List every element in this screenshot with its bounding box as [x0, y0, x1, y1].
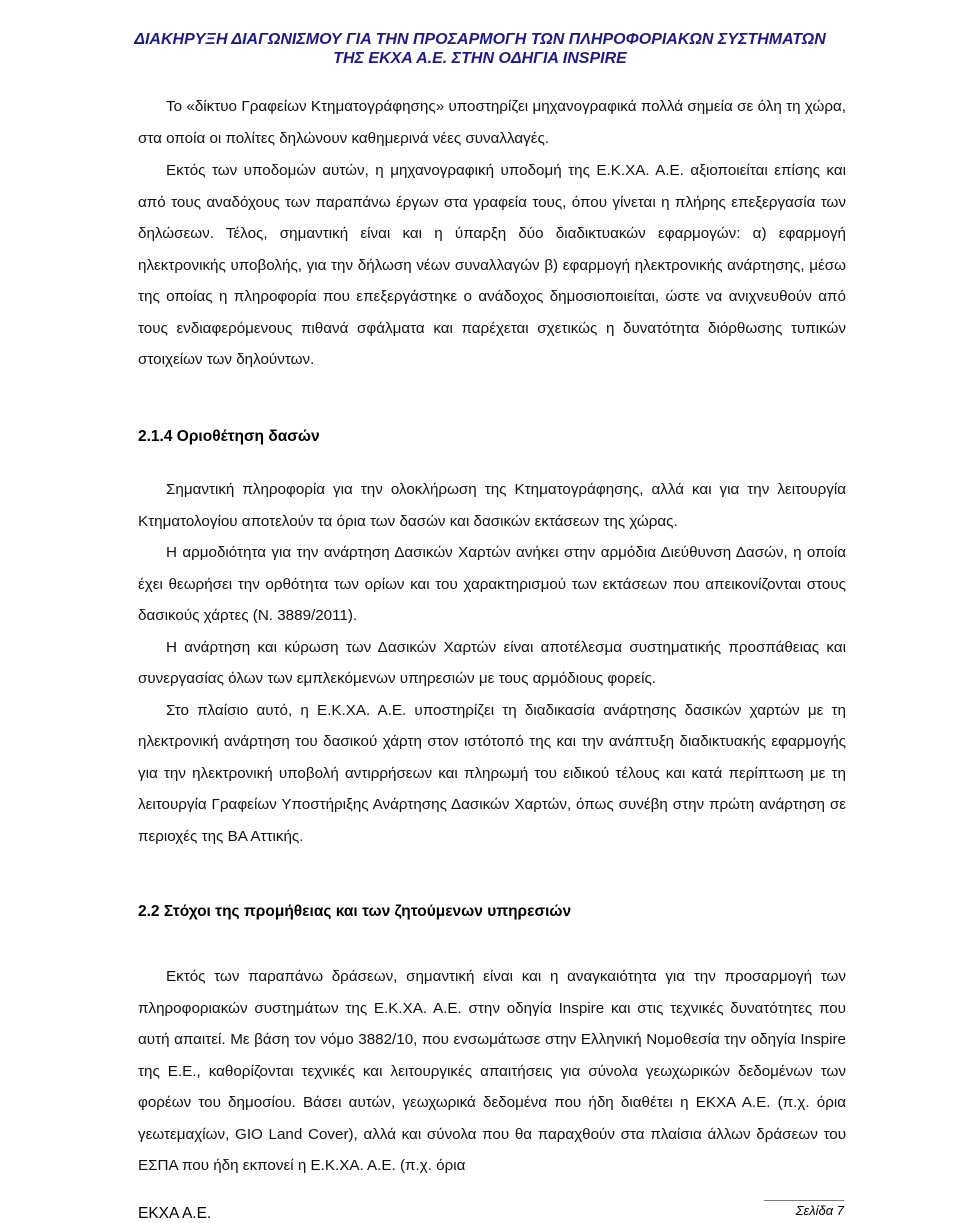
page-number: Σελίδα 7	[795, 1203, 844, 1218]
paragraph-text: Στο πλαίσιο αυτό, η Ε.Κ.ΧΑ. Α.Ε. υποστηρίζει τη διαδικασία ανάρτησης δασικών χαρτών με τη ηλεκτρονική ανάρτηση του δασικού χάρτη στον ιστότοπό της και την ανάπτυξη διαδικτυακής εφαρμογής για την ηλεκτρονική υποβολή αντιρρήσεων και πληρωμή του ειδικού τέλους και κατά περίπτωση με τη λειτουργία Γραφείων Υποστήριξης Ανάρτησης Δασικών Χαρτών, όπως συνέβη στην πρώτη ανάρτηση σε περιοχές της ΒΑ Αττικής.	[138, 701, 846, 845]
section-procurement-goals-body	[138, 961, 846, 1182]
section-heading-procurement-goals: 2.2 Στόχοι της προμήθειας και των ζητούμενων υπηρεσιών	[138, 903, 572, 920]
section-forest-delineation-body	[138, 474, 846, 852]
footer-divider	[764, 1200, 844, 1201]
document-header	[0, 30, 960, 68]
paragraph-text: Εκτός των υποδομών αυτών, η μηχανογραφική υποδομή της Ε.Κ.ΧΑ. Α.Ε. αξιοποιείται επίσης και από τους αναδόχους των παραπάνω έργων στα γραφεία τους, όπου γίνεται η πλήρης επεξεργασία των δηλώσεων. Τέλος, σημαντική είναι και η ύπαρξη δύο διαδικτυακών εφαρμογών: α) εφαρμογή ηλεκτρονικής υποβολής, για την δήλωση νέων συναλλαγών β) εφαρμογή ηλεκτρονικής ανάρτησης, μέσω της οποίας η πληροφορία που επεξεργάστηκε ο ανάδοχος δημοσιοποιείται, ώστε να ανιχνευθούν από τους ενδιαφερόμενους πιθανά σφάλματα και παρέχεται σχετικώς η δυνατότητα διόρθωσης τυπικών στοιχείων των δηλούντων.	[138, 162, 846, 368]
header-line-2: ΤΗΣ ΕΚΧΑ Α.Ε. ΣΤΗΝ ΟΔΗΓΙΑ INSPIRE	[333, 50, 627, 67]
footer-organization: ΕΚΧΑ Α.Ε.	[138, 1205, 212, 1222]
paragraph-network-offices	[138, 91, 846, 154]
paragraph-infrastructure	[138, 155, 846, 376]
section-heading-forest-delineation: 2.1.4 Οριοθέτηση δασών	[138, 428, 320, 445]
paragraph-text: Σημαντική πληροφορία για την ολοκλήρωση της Κτηματογράφησης, αλλά και για την λειτουργία Κτηματολογίου αποτελούν τα όρια των δασών και δασικών εκτάσεων της χώρας.	[138, 481, 846, 530]
paragraph-text: Εκτός των παραπάνω δράσεων, σημαντική είναι και η αναγκαιότητα για την προσαρμογή των πληροφοριακών συστημάτων της Ε.Κ.ΧΑ. Α.Ε. στην οδηγία Inspire και στις τεχνικές δυνατότητες που αυτή απαιτεί. Με βάση τον νόμο 3882/10, που ενσωμάτωσε στην Ελληνική Νομοθεσία την οδηγία Inspire της Ε.Ε., καθορίζονται τεχνικές και λειτουργικές απαιτήσεις για σύνολα γεωχωρικών δεδομένων των φορέων του δημοσίου. Βάσει αυτών, γεωχωρικά δεδομένα που ήδη διαθέτει η ΕΚΧΑ Α.Ε. (π.χ. όρια γεωτεμαχίων, GIO Land Cover), αλλά και σύνολα που θα παραχθούν στα πλαίσια άλλων δράσεων του ΕΣΠΑ που ήδη εκπονεί η Ε.Κ.ΧΑ. Α.Ε. (π.χ. όρια	[138, 968, 846, 1174]
paragraph-text: Η ανάρτηση και κύρωση των Δασικών Χαρτών είναι αποτέλεσμα συστηματικής προσπάθειας και συνεργασίας όλων των εμπλεκόμενων υπηρεσιών με τους αρμόδιους φορείς.	[138, 638, 846, 687]
paragraph-text: Το «δίκτυο Γραφείων Κτηματογράφησης» υποστηρίζει μηχανογραφικά πολλά σημεία σε όλη τη χώρα, στα οποία οι πολίτες δηλώνουν καθημερινά νέες συναλλαγές.	[138, 98, 846, 147]
header-line-1: ΔΙΑΚΗΡΥΞΗ ΔΙΑΓΩΝΙΣΜΟΥ ΓΙΑ ΤΗΝ ΠΡΟΣΑΡΜΟΓΗ ΤΩΝ ΠΛΗΡΟΦΟΡΙΑΚΩΝ ΣΥΣΤΗΜΑΤΩΝ	[134, 31, 826, 48]
paragraph-text: Η αρμοδιότητα για την ανάρτηση Δασικών Χαρτών ανήκει στην αρμόδια Διεύθυνση Δασών, η οποία έχει θεωρήσει την ορθότητα των ορίων και του χαρακτηρισμού των εκτάσεων που απεικονίζονται στους δασικούς χάρτες (Ν. 3889/2011).	[138, 544, 846, 624]
